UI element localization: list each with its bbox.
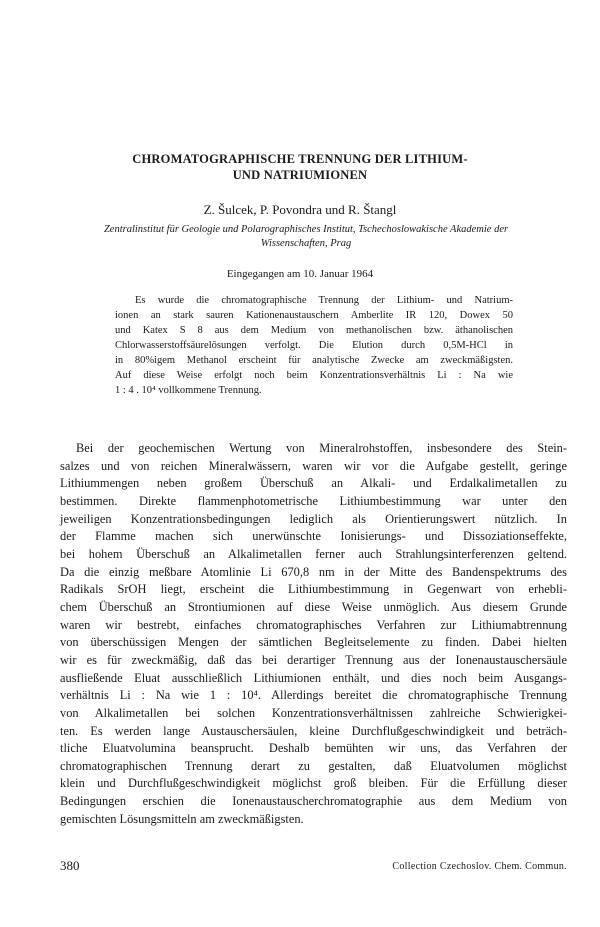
abstract-line: 1 : 4 . 10⁴ vollkommene Trennung. (115, 385, 262, 396)
abstract-line: ionen an stark sauren Kationenaustauschern Amberlite IR 120, Dowex 50 (115, 310, 513, 321)
body-line: Lithiummengen neben großem Überschuß an Alkali- und Erdalkalimetallen zu (60, 476, 567, 491)
affiliation-line-1: Zentralinstitut für Geologie und Polarographisches Institut, Tschechoslowakische Akademie der (103, 224, 509, 235)
title-line-2: UND NATRIUMIONEN (232, 168, 368, 182)
body-line: Da die einzig meßbare Atomlinie Li 670,8 nm in der Mitte des Bandenspektrums des (60, 564, 567, 579)
body-line: tliche Eluatvolumina beansprucht. Deshalb bemühten wir uns, das Verfahren der (60, 741, 567, 756)
body-line: gemischten Lösungsmitteln am zweckmäßigsten. (60, 811, 304, 826)
abstract-line: Es wurde die chromatographische Trennung der Lithium- und Natrium- (135, 295, 513, 306)
body-line: salzes und von reichen Mineralwässern, waren wir vor die Aufgabe gestellt, geringe (60, 458, 567, 473)
authors: Z. Šulcek, P. Povondra und R. Štangl (203, 202, 397, 217)
body-line: der Flamme machen sich unerwünschte Ionisierungs- und Dissoziationseffekte, (60, 529, 567, 544)
body-line: bestimmen. Direkte flammenphotometrische Lithiumbestimmung war unter den (60, 493, 567, 508)
body-line: jeweiligen Konzentrationsbedingungen lediglich als Orientierungswert nützlich. In (60, 511, 567, 526)
abstract (115, 293, 513, 398)
abstract-line: und Katex S 8 aus dem Medium von methanolischen bzw. äthanolischen (115, 325, 513, 336)
received-date: Eingegangen am 10. Januar 1964 (226, 268, 374, 280)
body-line: verhältnis Li : Na wie 1 : 10⁴. Allerdings bereitet die chromatographische Trennung (60, 688, 567, 703)
body-line: Bedingungen erschien die Ionenaustauscherchromatographie aus dem Medium von (60, 794, 567, 809)
title-line-1: CHROMATOGRAPHISCHE TRENNUNG DER LITHIUM- (132, 152, 468, 166)
body-line: chromatographischen Trennung derart zu gestalten, daß Eluatvolumen möglichst (60, 758, 567, 773)
body-line: Bei der geochemischen Wertung von Mineralrohstoffen, insbesondere des Stein- (76, 441, 567, 455)
article-title (60, 151, 540, 183)
body-line: ten. Es werden lange Austauschersäulen, kleine Durchflußgeschwindigkeit und beträch- (60, 723, 567, 738)
body-line: von überschüssigen Mengen der sämtlichen Begleitselemente zu finden. Dabei hielten (60, 635, 567, 650)
affiliation-line-2: Wissenschaften, Prag (260, 238, 352, 249)
body-line: ausfließende Eluat ausschließlich Lithiumionen enthält, und dies noch beim Ausgangs- (60, 670, 567, 685)
body-line: von Alkalimetallen bei solchen Konzentrationsverhältnissen zahlreiche Schwierigkei- (60, 705, 567, 720)
body-text (60, 440, 567, 828)
page-number: 380 (60, 858, 80, 873)
affiliation (78, 223, 534, 251)
body-line: Radikals SrOH liegt, erscheint die Lithiumbestimmung in Gegenwart von erhebli- (60, 582, 567, 597)
body-line: chem Überschuß an Strontiumionen auf diese Weise unmöglich. Aus diesem Grunde (60, 599, 567, 614)
body-line: klein und Durchflußgeschwindigkeit möglichst groß bleiben. Für die Erfüllung dieser (60, 776, 567, 791)
journal-name: Collection Czechoslov. Chem. Commun. (392, 861, 567, 872)
body-line: wir es für zweckmäßig, daß das bei derartiger Trennung aus der Ionenaustauschersäule (60, 652, 567, 667)
body-line: waren wir bestrebt, einfaches chromatographisches Verfahren zur Lithiumabtrennung (60, 617, 567, 632)
abstract-line: in 80%igem Methanol erscheint für analytische Zwecke am zweckmäßigsten. (115, 355, 513, 366)
abstract-line: Chlorwasserstoffsäurelösungen verfolgt. Die Elution durch 0,5M-HCl in (115, 340, 513, 351)
body-line: bei hohem Überschuß an Alkalimetallen ferner auch Strahlungsinterferenzen geltend. (60, 546, 567, 561)
abstract-line: Auf diese Weise erfolgt noch beim Konzentrationsverhältnis Li : Na wie (115, 370, 513, 381)
